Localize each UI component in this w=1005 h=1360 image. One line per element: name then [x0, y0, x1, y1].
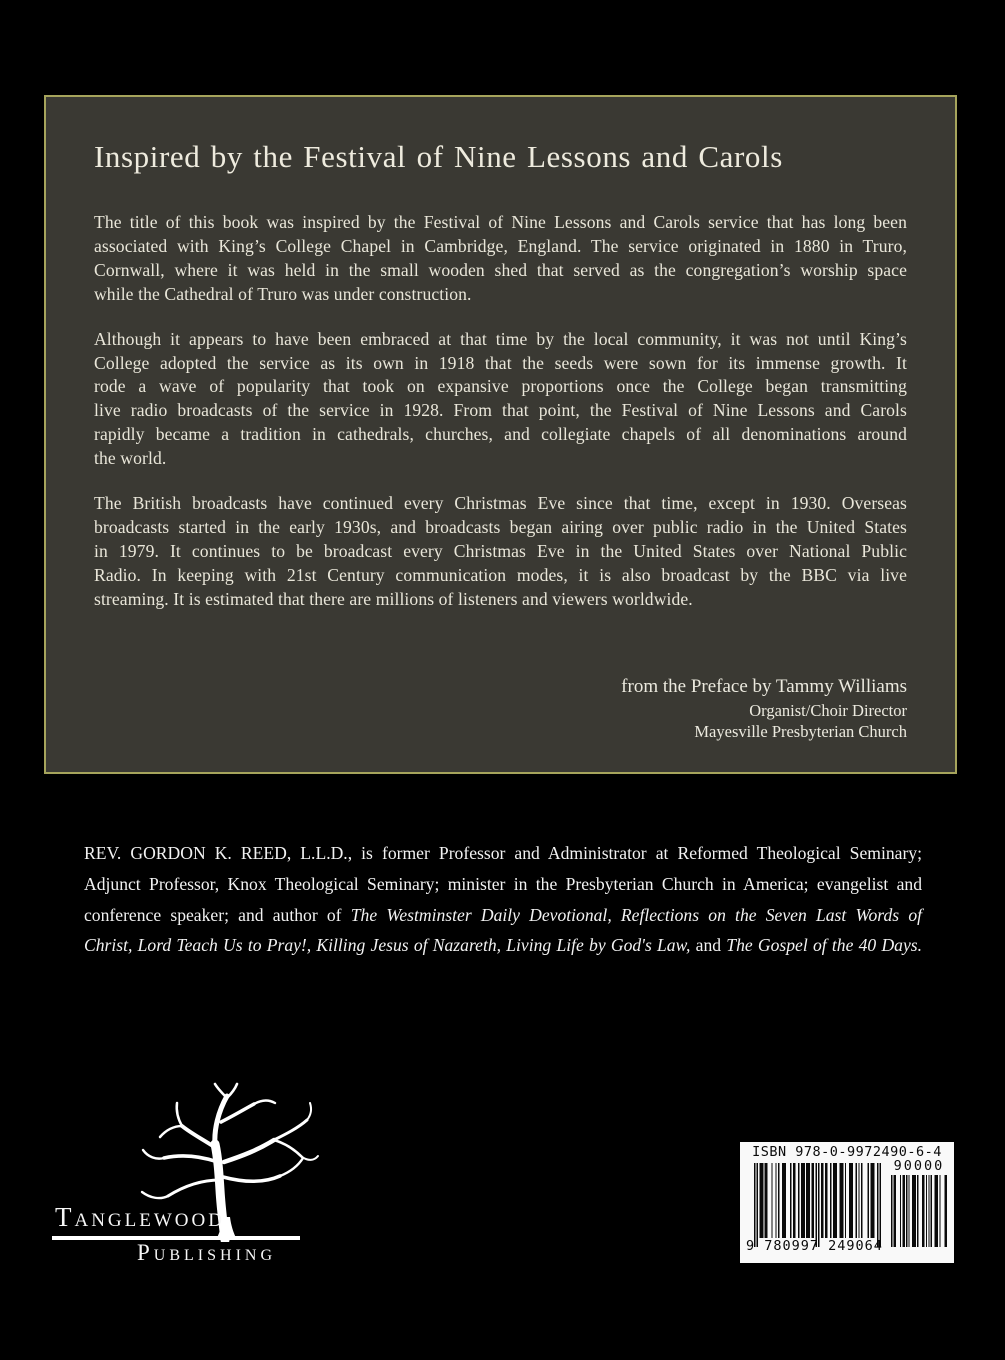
attribution-organization: Mayesville Presbyterian Church	[694, 722, 907, 742]
attribution-role: Organist/Choir Director	[749, 700, 907, 720]
quote-title: Inspired by the Festival of Nine Lessons and Carols	[94, 139, 783, 174]
addon-digits: 90000	[893, 1158, 945, 1174]
attribution-source: from the Preface by Tammy Williams	[621, 675, 907, 697]
text-line	[84, 838, 922, 869]
text-line: The title of this book was inspired by the Festival of Nine Lessons and Carols service that has long been	[94, 212, 907, 232]
text-line: while the Cathedral of Truro was under construction.	[94, 283, 472, 304]
text-line: live radio broadcasts of the service in 1928. From that point, the Festival of Nine Lessons and Carols	[94, 400, 907, 421]
preface-attribution	[94, 674, 907, 743]
text-line	[84, 869, 922, 900]
quote-box	[44, 95, 957, 774]
ean13-bars	[754, 1163, 881, 1247]
text-segment: REV. GORDON K. REED, L.L.D., is former Professor and Administrator at Reformed Theological Seminary;	[84, 843, 922, 863]
text-segment: conference speaker; and author of	[84, 904, 351, 925]
text-line: Cornwall, where it was held in the small wooden shed that served as the congregation’s worship space	[94, 259, 907, 280]
text-line: streaming. It is estimated that there are millions of listeners and viewers worldwide.	[94, 588, 693, 609]
text-line: associated with King’s College Chapel in Cambridge, England. The service originated in 1880 in Truro,	[94, 235, 907, 256]
ean5-addon-bars	[890, 1175, 948, 1247]
quote-paragraph-1	[94, 211, 907, 307]
text-line: Although it appears to have been embraced at that time by the local community, it was not until King’s	[94, 328, 907, 349]
text-line: the world.	[94, 448, 167, 469]
book-title-italic: The Westminster Daily Devotional, Reflections on the Seven Last Words of	[350, 904, 923, 925]
publisher-name-publishing: Publishing	[137, 1240, 277, 1265]
text-line: broadcasts started in the early 1930s, and broadcasts began airing over public radio in the United States	[94, 516, 907, 537]
author-bio	[84, 838, 922, 961]
publisher-logo	[0, 1080, 340, 1290]
text-line: in 1979. It continues to be broadcast every Christmas Eve in the United States over National Public	[94, 540, 907, 561]
text-line: The British broadcasts have continued every Christmas Eve since that time, except in 1930. Overseas	[94, 493, 907, 514]
publisher-name-tanglewood: Tanglewood	[55, 1202, 225, 1232]
book-title-italic: Christ, Lord Teach Us to Pray!, Killing Jesus of Nazareth, Living Life by God's Law,	[84, 935, 691, 956]
text-segment: and	[690, 935, 727, 956]
text-line: rode a wave of popularity that took on expansive proportions once the College began transmitting	[94, 376, 907, 397]
text-line: College adopted the service as its own in 1918 that the seeds were sown for its immense growth. It	[94, 352, 907, 373]
quote-paragraph-3	[94, 492, 907, 612]
text-line	[84, 930, 922, 961]
isbn-label: ISBN 978-0-9972490-6-4	[752, 1144, 942, 1160]
text-line	[84, 900, 922, 931]
quote-paragraph-2	[94, 328, 907, 471]
text-line: Radio. In keeping with 21st Century communication modes, it is also broadcast by the BBC via live	[94, 564, 907, 585]
book-title-italic: The Gospel of the 40 Days.	[726, 935, 922, 956]
barcode-digits: 9 780997 249064	[746, 1238, 883, 1254]
isbn-barcode	[740, 1142, 954, 1263]
text-line: rapidly became a tradition in cathedrals, churches, and collegiate chapels of all denominations around	[94, 424, 907, 445]
text-segment: Adjunct Professor, Knox Theological Seminary; minister in the Presbyterian Church in America; evangelist and	[84, 873, 922, 894]
